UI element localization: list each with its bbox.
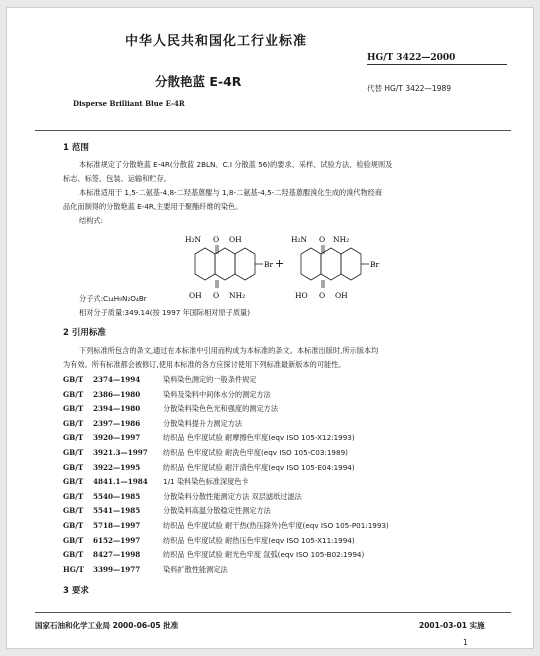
english-title: Disperse Brilliant Blue E-4R: [73, 99, 185, 108]
footer-divider: [35, 612, 511, 613]
molecular-formula: 分子式:C₁₄H₉N₂O₄Br: [79, 294, 147, 303]
reference-number: 2394—1980: [93, 404, 141, 414]
reference-title: 染料染色测定的一般条件规定: [163, 375, 257, 384]
header-rule: [367, 64, 507, 65]
left-ring-3: [235, 248, 255, 280]
reference-code: GB/T: [63, 418, 84, 428]
approval-note: 国家石油和化学工业局 2000-06-05 批准: [35, 621, 179, 630]
reference-title: 纺织品 色牢度试验 耐汗渍色牢度(eqv ISO 105-E04:1994): [163, 462, 355, 472]
right-bottom-right-label: OH: [335, 291, 348, 300]
right-substituent-label: Br: [370, 260, 380, 269]
reference-number: 2386—1980: [93, 389, 141, 399]
left-top-mid-label: O: [213, 235, 220, 244]
reference-title: 1/1 染料染色标准深度色卡: [163, 477, 249, 487]
reference-number: 6152—1997: [93, 535, 141, 545]
right-bottom-left-label: HO: [295, 291, 308, 300]
reference-title: 分散染料提升力测定方法: [163, 418, 243, 428]
reference-title: 染料及染料中间体水分的测定方法: [163, 389, 271, 399]
reference-code: GB/T: [63, 477, 84, 487]
reference-number: 8427—1998: [93, 550, 141, 560]
scope-paragraph-2-line-1: 本标准适用于 1,5-二氨基-4,8-二羟基蒽醌与 1,8-二氨基-4,5-二羟基蒽醌溴化生成的溴代物经商: [79, 188, 383, 197]
reference-number: 4841.1—1984: [93, 477, 148, 487]
standard-title: 分散艳蓝 E-4R: [155, 74, 242, 89]
section-2-heading: 2 引用标准: [63, 328, 106, 338]
references-intro-line-1: 下列标准所包含的条文,通过在本标准中引用而构成为本标准的条文。本标准出版时,所示版本均: [79, 346, 379, 355]
references-intro-line-2: 为有效。所有标准都会被修订,使用本标准的各方应探讨使用下列标准最新版本的可能性。: [63, 360, 346, 369]
reference-code: GB/T: [63, 462, 84, 472]
plus-sign: +: [275, 257, 285, 270]
reference-code: GB/T: [63, 521, 84, 530]
left-top-left-label: H₂N: [185, 235, 202, 244]
reference-number: 3921.3—1997: [93, 448, 148, 457]
right-ring-3: [341, 248, 361, 280]
reference-number: 3922—1995: [93, 462, 141, 472]
structure-label: 结构式:: [79, 216, 103, 225]
implementation-date: 2001-03-01 实施: [419, 621, 485, 630]
reference-title: 分散染料分散性能测定方法 双层滤纸过滤法: [163, 491, 302, 501]
reference-title: 纺织品 色牢度试验 耐干热(热压除外)色牢度(eqv ISO 105-P01:1993): [163, 521, 389, 530]
left-ring-1: [195, 248, 215, 280]
reference-code: GB/T: [63, 448, 84, 457]
molecular-mass: 相对分子质量:349.14(按 1997 年国际相对原子质量): [79, 308, 251, 317]
reference-number: 5718—1997: [93, 521, 141, 530]
right-ring-1: [301, 248, 321, 280]
title-divider: [35, 130, 511, 131]
structure-left: [185, 235, 274, 300]
reference-code: GB/T: [63, 550, 84, 560]
reference-title: 分散染料高温分散稳定性测定方法: [163, 506, 271, 516]
scope-paragraph-2-line-2: 品化而制得的分散艳蓝 E-4R,主要用于聚酯纤维的染色。: [63, 202, 243, 211]
reference-code: GB/T: [63, 535, 84, 545]
reference-title: 纺织品 色牢度试验 耐热压色牢度(eqv ISO 105-X11:1994): [163, 535, 355, 545]
reference-title: 染料扩散性能测定法: [163, 564, 228, 574]
section-3-heading: 3 要求: [63, 586, 89, 596]
reference-number: 5540—1985: [93, 491, 141, 501]
replaces-note: 代替 HG/T 3422—1989: [367, 84, 452, 93]
right-top-right-label: NH₂: [333, 235, 350, 244]
reference-number: 3399—1977: [93, 564, 141, 574]
left-top-right-label: OH: [229, 235, 242, 244]
scope-paragraph-1-line-2: 标志、标签、包装、运输和贮存。: [63, 174, 171, 183]
reference-title: 纺织品 色牢度试验 耐光色牢度 氙弧(eqv ISO 105-B02:1994): [163, 550, 365, 560]
reference-number: 2374—1994: [93, 375, 141, 384]
reference-code: GB/T: [63, 375, 84, 384]
page-number: 1: [463, 638, 468, 647]
structure-right: [291, 235, 380, 300]
reference-code: GB/T: [63, 491, 84, 501]
right-top-mid-label: O: [319, 235, 326, 244]
chemical-structure-diagram: [167, 230, 397, 308]
reference-title: 纺织品 色牢度试验 耐摩擦色牢度(eqv ISO 105-X12:1993): [163, 433, 355, 443]
left-bottom-left-label: OH: [189, 291, 202, 300]
right-top-left-label: H₂N: [291, 235, 308, 244]
reference-code: GB/T: [63, 404, 84, 414]
document-page: [7, 8, 533, 648]
standard-number: HG/T 3422—2000: [367, 53, 456, 63]
reference-code: GB/T: [63, 506, 84, 516]
left-bottom-right-label: NH₂: [229, 291, 246, 300]
reference-code: GB/T: [63, 389, 84, 399]
reference-number: 5541—1985: [93, 506, 141, 516]
reference-title: 纺织品 色牢度试验 耐洗色牢度(eqv ISO 105-C03:1989): [163, 448, 348, 457]
standard-category-title: 中华人民共和国化工行业标准: [125, 34, 308, 49]
right-bottom-mid-label: O: [319, 291, 326, 300]
reference-number: 3920—1997: [93, 433, 141, 443]
scope-paragraph-1-line-1: 本标准规定了分散艳蓝 E-4R(分散蓝 2BLN、C.I 分散蓝 56)的要求、采样、试验方法、检验规则及: [79, 160, 393, 169]
left-bottom-mid-label: O: [213, 291, 220, 300]
section-1-heading: 1 范围: [63, 143, 89, 153]
reference-code: GB/T: [63, 433, 84, 443]
left-substituent-label: Br: [264, 260, 274, 269]
reference-title: 分散染料染色色光和强度的测定方法: [163, 404, 279, 414]
reference-number: 2397—1986: [93, 418, 141, 428]
reference-code: HG/T: [63, 564, 84, 574]
